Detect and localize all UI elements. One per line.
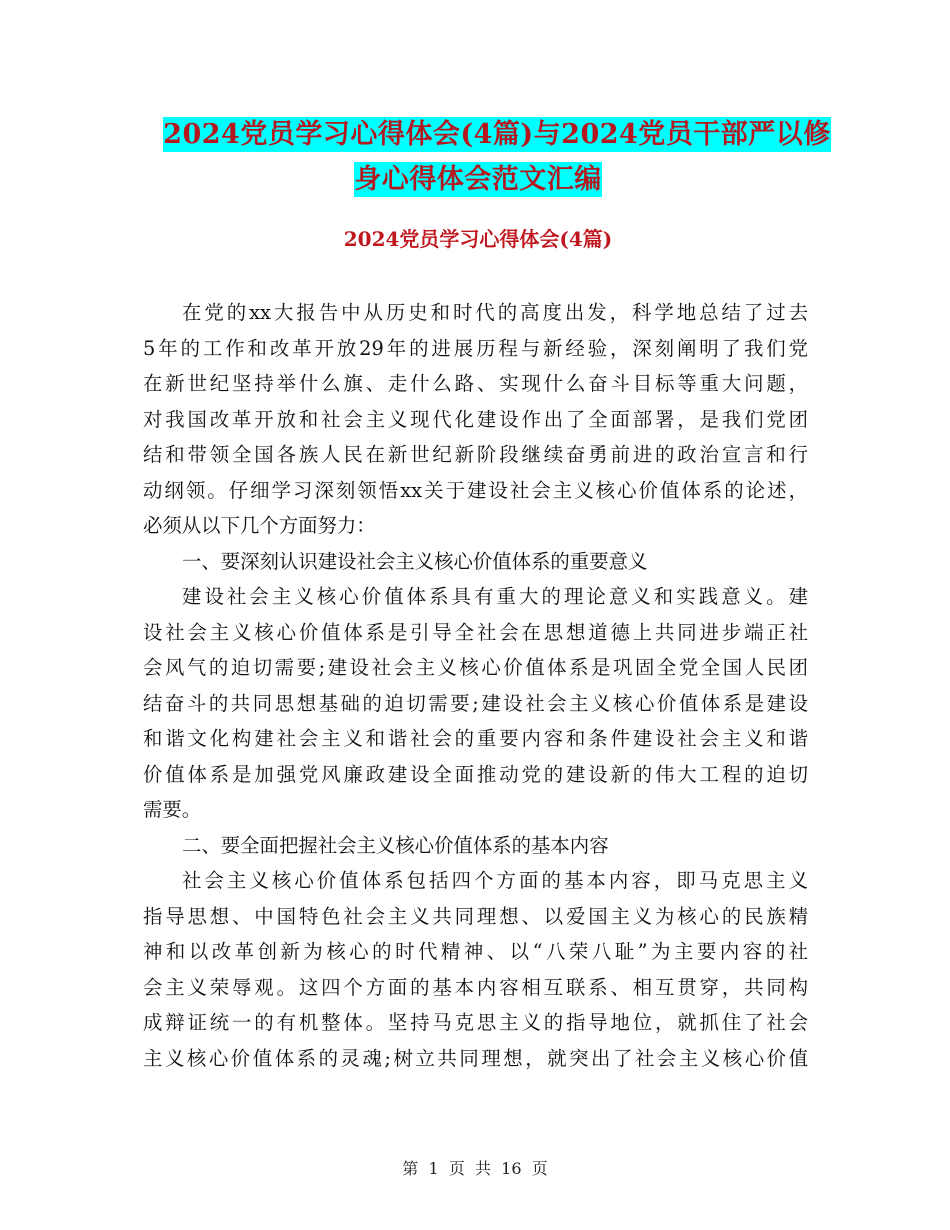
title-highlight: 身心得体会范文汇编 bbox=[354, 164, 602, 195]
paragraph-line: 会主义荣辱观。这四个方面的基本内容相互联系、相互贯穿，共同构 bbox=[143, 975, 808, 999]
heading-line: 一、要深刻认识建设社会主义核心价值体系的重要意义 bbox=[182, 549, 648, 573]
paragraph-line: 社会主义核心价值体系包括四个方面的基本内容，即马克思主义 bbox=[182, 869, 808, 892]
paragraph-line: 建设社会主义核心价值体系具有重大的理论意义和实践意义。建 bbox=[182, 585, 808, 608]
paragraph-line: 和谐文化构建社会主义和谐社会的重要内容和条件建设社会主义和谐 bbox=[143, 727, 808, 750]
document-title-line-1 bbox=[0, 112, 950, 151]
paragraph-line: 会风气的迫切需要;建设社会主义核心价值体系是巩固全党全国人民团 bbox=[143, 656, 808, 679]
document-title-line-2 bbox=[0, 157, 950, 196]
title-highlight: 2024党员学习心得体会(4篇)与2024党员干部严以修 bbox=[163, 119, 831, 150]
paragraph-line: 主义核心价值体系的灵魂;树立共同理想，就突出了社会主义核心价值 bbox=[143, 1046, 808, 1070]
section-title: 2024党员学习心得体会(4篇) bbox=[343, 227, 613, 251]
paragraph-line: 必须从以下几个方面努力： bbox=[143, 514, 376, 537]
paragraph-line: 5年的工作和改革开放29年的进展历程与新经验，深刻阐明了我们党 bbox=[143, 336, 808, 360]
paragraph-line: 结奋斗的共同思想基础的迫切需要;建设社会主义核心价值体系是建设 bbox=[143, 691, 808, 715]
paragraph-line: 设社会主义核心价值体系是引导全社会在思想道德上共同进步端正社 bbox=[143, 620, 808, 644]
paragraph-line: 指导思想、中国特色社会主义共同理想、以爱国主义为核心的民族精 bbox=[143, 904, 808, 928]
paragraph-line: 动纲领。仔细学习深刻领悟xx关于建设社会主义核心价值体系的论述， bbox=[143, 478, 808, 502]
body-text bbox=[143, 295, 808, 1076]
paragraph-line: 需要。 bbox=[143, 798, 202, 821]
paragraph-line: 在党的xx大报告中从历史和时代的高度出发，科学地总结了过去 bbox=[182, 301, 808, 324]
paragraph-line: 对我国改革开放和社会主义现代化建设作出了全面部署，是我们党团 bbox=[143, 407, 808, 431]
paragraph-line: 价值体系是加强党风廉政建设全面推动党的建设新的伟大工程的迫切 bbox=[143, 762, 808, 786]
paragraph-line: 成辩证统一的有机整体。坚持马克思主义的指导地位，就抓住了社会 bbox=[143, 1011, 808, 1034]
paragraph-line: 神和以改革创新为核心的时代精神、以“八荣八耻”为主要内容的社 bbox=[143, 940, 808, 963]
page-footer: 第 1 页 共 16 页 bbox=[402, 1159, 548, 1178]
heading-line: 二、要全面把握社会主义核心价值体系的基本内容 bbox=[182, 833, 609, 857]
paragraph-line: 结和带领全国各族人民在新世纪新阶段继续奋勇前进的政治宣言和行 bbox=[143, 443, 808, 466]
paragraph-line: 在新世纪坚持举什么旗、走什么路、实现什么奋斗目标等重大问题， bbox=[143, 372, 808, 395]
